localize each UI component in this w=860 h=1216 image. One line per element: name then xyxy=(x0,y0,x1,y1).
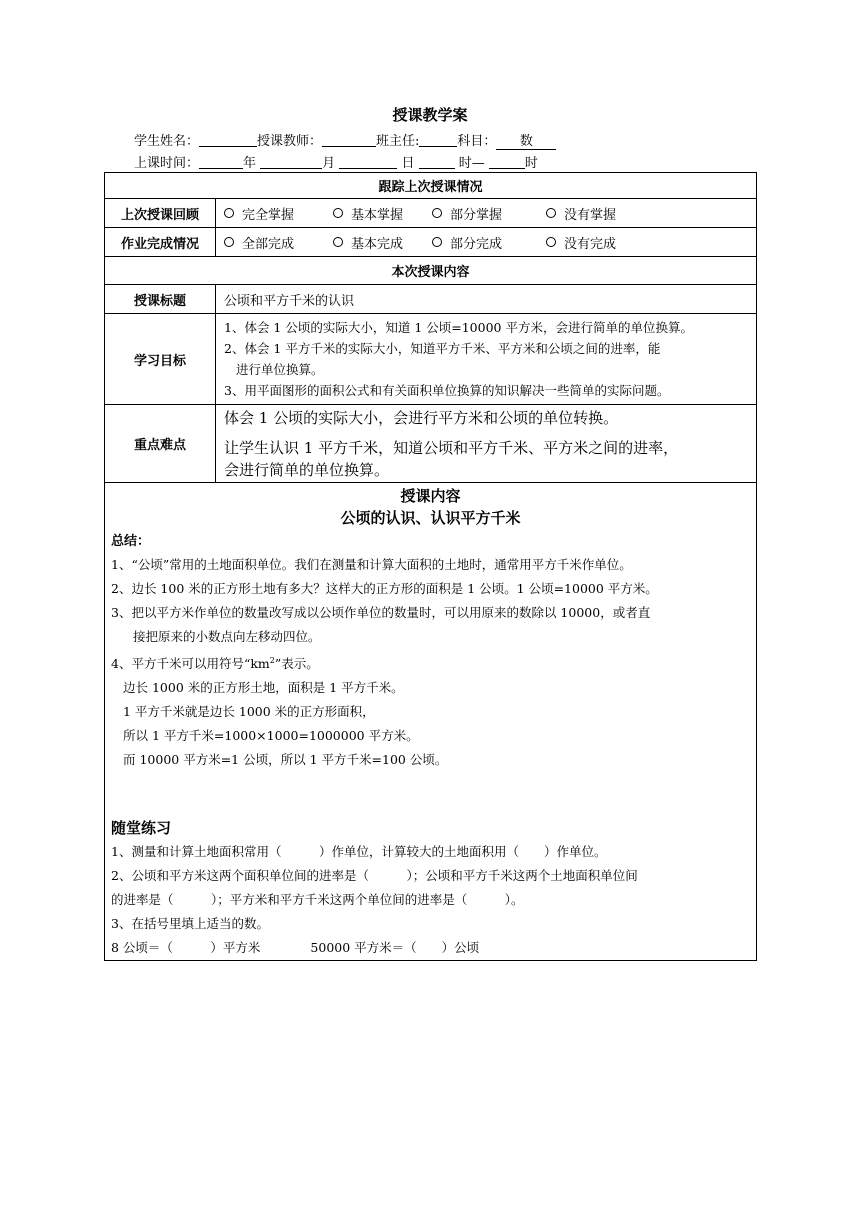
practice-title: 随堂练习 xyxy=(111,819,172,838)
tracking-section-title: 跟踪上次授课情况 xyxy=(105,173,757,199)
practice-item-2: 2、公顷和平方米这两个面积单位间的进率是（ ）；公顷和平方千米这两个土地面积单位间 xyxy=(111,868,638,884)
review-option-2[interactable]: 基本掌握 xyxy=(333,204,432,223)
current-section-title: 本次授课内容 xyxy=(105,257,757,285)
radio-circle-icon xyxy=(546,237,556,247)
summary-item-4-line-2: 1 平方千米就是边长 1000 米的正方形面积， xyxy=(123,704,375,720)
summary-label: 总结： xyxy=(111,534,151,549)
summary-item-1: 1、“公顷”常用的土地面积单位。我们在测量和计算大面积的土地时，通常用平方千米作单位。 xyxy=(111,557,632,572)
year-label: 年 xyxy=(243,156,257,171)
headteacher-label: 班主任: xyxy=(376,134,420,149)
key-point-2: 让学生认识 1 平方千米，知道公顷和平方千米、平方米之间的进率， xyxy=(224,438,679,457)
topic-row xyxy=(105,285,757,314)
day-label: 日 xyxy=(401,156,415,171)
homework-option-3[interactable]: 部分完成 xyxy=(432,233,546,252)
tracking-header-row xyxy=(105,173,757,199)
summary-item-3-cont: 接把原来的小数点向左移动四位。 xyxy=(133,629,321,644)
homework-row xyxy=(105,228,757,257)
teacher-blank xyxy=(322,132,376,147)
radio-circle-icon xyxy=(224,237,234,247)
radio-circle-icon xyxy=(546,208,556,218)
homework-label: 作业完成情况 xyxy=(105,228,216,257)
practice-item-3: 3、在括号里填上适当的数。 xyxy=(111,916,269,932)
year-blank xyxy=(199,154,243,169)
content-title: 授课内容 xyxy=(400,487,461,505)
lesson-table xyxy=(104,172,757,961)
practice-item-1: 1、测量和计算土地面积常用（ ）作单位，计算较大的土地面积用（ ）作单位。 xyxy=(111,844,607,860)
homework-options xyxy=(216,228,757,257)
radio-circle-icon xyxy=(432,237,442,247)
subject-label: 科目： xyxy=(457,134,497,149)
superscript-two: 2 xyxy=(269,656,275,665)
header-line-1 xyxy=(134,130,556,150)
current-header-row xyxy=(105,257,757,285)
summary-item-4-line-3: 所以 1 平方千米=1000×1000=1000000 平方米。 xyxy=(123,728,419,744)
hour-start-blank xyxy=(419,154,455,169)
review-options xyxy=(216,199,757,228)
review-option-4[interactable]: 没有掌握 xyxy=(546,204,616,223)
hour-end-blank xyxy=(489,154,525,169)
summary-item-3: 3、把以平方米作单位的数量改写成以公顷作单位的数量时，可以用原来的数除以 10000，或者直 xyxy=(111,605,651,620)
review-option-3[interactable]: 部分掌握 xyxy=(432,204,546,223)
key-point-1: 体会 1 公顷的实际大小，会进行平方米和公顷的单位转换。 xyxy=(224,408,619,427)
topic-label: 授课标题 xyxy=(105,285,216,314)
summary-item-2: 2、边长 100 米的正方形土地有多大？这样大的正方形的面积是 1 公顷。1 公顷=10000 平方米。 xyxy=(111,581,658,596)
headteacher-blank xyxy=(419,132,457,147)
radio-circle-icon xyxy=(224,208,234,218)
month-label: 月 xyxy=(322,156,336,171)
summary-item-4: 4、平方千米可以用符号“$km^2$”表示。 xyxy=(111,656,319,672)
summary-item-4-line-1: 边长 1000 米的正方形土地，面积是 1 平方千米。 xyxy=(123,680,404,696)
homework-option-4[interactable]: 没有完成 xyxy=(546,233,616,252)
content-subtitle: 公顷的认识、认识平方千米 xyxy=(340,509,521,527)
goals-label: 学习目标 xyxy=(105,314,216,405)
subject-value: 数 xyxy=(496,130,556,150)
radio-circle-icon xyxy=(432,208,442,218)
day-blank xyxy=(339,154,397,169)
month-blank xyxy=(260,154,322,169)
summary-item-4-line-4: 而 10000 平方米=1 公顷，所以 1 平方千米=100 公顷。 xyxy=(123,752,448,768)
key-point-2-cont: 会进行简单的单位换算。 xyxy=(224,460,390,479)
homework-option-2[interactable]: 基本完成 xyxy=(333,233,432,252)
class-time-label: 上课时间： xyxy=(134,156,200,171)
goals-cell xyxy=(216,314,757,405)
key-points-label: 重点难点 xyxy=(105,405,216,483)
homework-option-1[interactable]: 全部完成 xyxy=(224,233,333,252)
goal-line-3: 3、用平面图形的面积公式和有关面积单位换算的知识解决一些简单的实际问题。 xyxy=(224,383,670,398)
key-points-cell xyxy=(216,405,757,483)
teacher-label: 授课教师： xyxy=(257,134,323,149)
goal-line-2-cont: 进行单位换算。 xyxy=(236,362,324,377)
header-line-2 xyxy=(134,152,538,171)
hour-sep-label: 时— xyxy=(458,156,485,171)
document-title: 授课教学案 xyxy=(392,106,468,124)
goal-line-1: 1、体会 1 公顷的实际大小，知道 1 公顷=10000 平方米，会进行简单的单位换算。 xyxy=(224,320,693,335)
goal-line-2: 2、体会 1 平方千米的实际大小，知道平方千米、平方米和公顷之间的进率，能 xyxy=(224,341,661,356)
student-name-blank xyxy=(199,132,257,147)
review-row xyxy=(105,199,757,228)
review-option-1[interactable]: 完全掌握 xyxy=(224,204,333,223)
key-points-row xyxy=(105,405,757,483)
radio-circle-icon xyxy=(333,208,343,218)
review-label: 上次授课回顾 xyxy=(105,199,216,228)
student-name-label: 学生姓名： xyxy=(134,134,200,149)
hour-label: 时 xyxy=(524,156,538,171)
practice-item-3-questions: 8 公顷＝（ ）平方米 50000 平方米＝（ ）公顷 xyxy=(111,940,480,956)
radio-circle-icon xyxy=(333,237,343,247)
practice-item-2-cont: 的进率是（ ）；平方米和平方千米这两个单位间的进率是（ ）。 xyxy=(111,892,524,908)
content-row xyxy=(105,483,757,961)
content-cell xyxy=(105,483,757,961)
topic-value: 公顷和平方千米的认识 xyxy=(216,285,757,314)
goals-row xyxy=(105,314,757,405)
